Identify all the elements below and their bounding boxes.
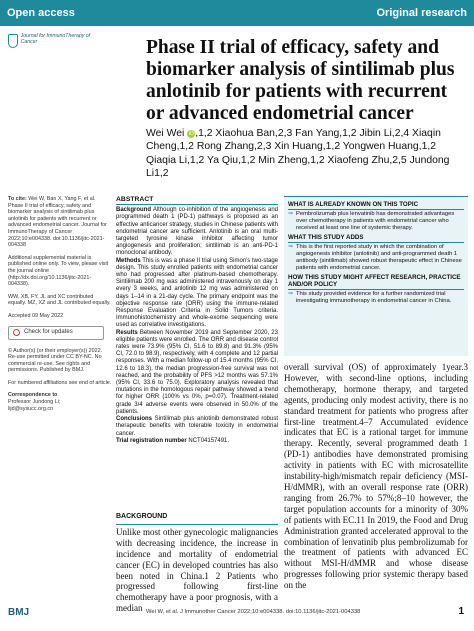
crossmark-icon [13, 329, 20, 336]
body-paragraph: overall survival (OS) of approximately 1year.3 However, with second-line options, including chemotherapy, hormone therapy, and targeted agents, producing only modest activity, there is no standard treatment for patients who progress after first-line treatment.4–7 Accumulated evidence indicates that EC is a rational target for immune therapy. Recently, several programmed death 1 (PD-1) antibodies have demonstrated promising activity in patients with EC with microsatellite instability-high/mismatch repair deficiency (MSI-H/dMMR), with an overall response rate (ORR) ranging from 26.7% to 57%;8–10 however, the target population accounts for a minority of 30% of patients with EC.11 In 2019, the Food and Drug Administration granted accelerated approval to the combination of lenvatinib plus pembrolizumab for the treatment of patients with advanced EC without MSI-H/dMMR and whose disease progresses following prior systemic therapy based on the [284, 362, 468, 591]
known-item: ⇒ Pembrolizumab plus lenvatinib has demonstrated advantages over chemotherapy in patients with endometrial cancer who received at least one line of systemic therapy. [288, 211, 464, 232]
abstract-results [116, 330, 278, 416]
key-messages-box [284, 196, 468, 356]
abstract-methods-text: This is was a phase II trial using Simon's two-stage design. This study enrolled patients with endometrial cancer who had progressed after platinum-based chemotherapy. Sintilimab 200 mg was administered intravenously on day 1 every 3 weeks, and anlotinib 12 mg was administered on days 1–14 in a 21-day cycle. The primary endpoint was the objective response rate (ORR) using the immune-related Response Evaluation Criteria in Solid Tumors criteria. Immunohistochemistry and whole-exome sequencing were used as correlative investigations. [116, 257, 278, 329]
abstract-results-label: Results [116, 329, 138, 336]
correspondence-email[interactable]: lijd@sysucc.org.cn [8, 405, 54, 412]
abstract-methods-label: Methods [116, 257, 141, 264]
impact-item: ⇒ This study provided evidence for a further randomized trial investigating immunotherapy in endometrial cancer in China. [288, 291, 464, 305]
abstract-background-label: Background [116, 207, 152, 214]
background-paragraph: Unlike most other gynecologic malignancies with decreasing incidence, the increase in incidence and mortality of endometrial cancer (EC) in developed countries has also been noted in China.1 2 Patients who progressed following first-line chemotherapy have a poor prognosis, with a median [116, 526, 278, 614]
article-type-label: Original research [376, 7, 467, 19]
known-list [288, 211, 464, 232]
header-bar [0, 0, 474, 26]
impact-heading: HOW THIS STUDY MIGHT AFFECT RESEARCH, PRACTICE AND/OR POLICY [288, 274, 464, 290]
abstract-methods [116, 258, 278, 330]
cite-block [8, 196, 112, 249]
footer-citation: Wei W, et al. J Immunother Cancer 2022;10:e004338. doi:10.1136/jitc-2021-004338 [146, 609, 361, 615]
body-right-column [284, 362, 468, 591]
background-section [116, 512, 278, 614]
trial-registration [116, 438, 278, 445]
accepted-date: Accepted 09 May 2022 [8, 312, 64, 319]
abstract-background-text: Although co-inhibition of the angiogenesis and programmed death 1 (PD-1) pathways is proposed as an effective anticancer strategy, studies in Chinese patients with endometrial cancer are sufficient. Anlotinib is an oral multi-targeted tyrosine kinase inhibitor affecting tumor angiogenesis and proliferation; sintilimab is an anti-PD-1 monoclonal antibody. [116, 207, 278, 257]
cite-label: To cite: [8, 196, 27, 202]
check-for-updates-label: Check for updates [24, 329, 73, 336]
author-list [146, 127, 468, 181]
bmj-logo[interactable]: BMJ [8, 607, 30, 618]
abstract-conclusions-text: Sintilimab plus anlotinib demonstrated robust therapeutic benefits with tolerable toxicity in endometrial cancer. [116, 416, 278, 437]
adds-item: ⇒ This is the first reported study in which the combination of angiogenesis inhibitor (anlotinib) and anti-programmed death 1 antibody (sintilimab) showed robust therapeutic effect in Chinese patients with endometrial cancer. [288, 244, 464, 272]
affiliations-note: For numbered affiliations see end of article. [8, 379, 112, 386]
article-sidebar [8, 196, 112, 418]
correspondence-block [8, 392, 112, 412]
cite-text: Wei W, Ban X, Yang F, et al. Phase II trial of efficacy, safety and biomarker analysis of sintilimab plus anlotinib for patients with recurrent or advanced endometrial cancer. Journal for ImmunoTherapy of Cancer 2022;10:e004338. doi:10.1136/jitc-2021-004338 [8, 196, 107, 249]
known-heading: WHAT IS ALREADY KNOWN ON THIS TOPIC [288, 201, 464, 210]
open-access-label: Open access [7, 7, 75, 19]
article-title: Phase II trial of efficacy, safety and biomarker analysis of sintilimab plus anlotinib for patients with recurrent or advanced endometrial cancer [146, 37, 455, 124]
abstract-background [116, 207, 278, 257]
first-author[interactable]: Wei Wei [146, 128, 185, 139]
correspondence-label: Correspondence to [8, 392, 58, 399]
impact-list [288, 291, 464, 305]
abstract-section [116, 196, 278, 445]
page-number: 1 [458, 606, 464, 617]
page-footer [0, 604, 474, 624]
adds-heading: WHAT THIS STUDY ADDS [288, 234, 464, 243]
trial-registration-number[interactable]: NCT04157491. [188, 437, 230, 444]
abstract-conclusions [116, 416, 278, 438]
abstract-conclusions-label: Conclusions [116, 416, 153, 423]
journal-logo-text: Journal for ImmunoTherapy of Cancer [20, 33, 91, 46]
background-heading: BACKGROUND [116, 512, 278, 525]
abstract-heading: ABSTRACT [116, 196, 278, 205]
trial-registration-label: Trial registration number [116, 437, 187, 444]
contribution-note: WW, XB, FY, JL and XC contributed equally. MZ, XZ and JL contributed equally. [8, 293, 111, 307]
journal-logo[interactable] [8, 33, 104, 48]
correspondence-name: Professor Jundong Li; [8, 399, 61, 406]
supplementary-note: Additional supplemental material is published online only. To view, please visit the journal online (http://dx.doi.org/10.1136/jitc-2021-004338). [8, 254, 109, 288]
author-list-rest: ,1,2 Xiaohua Ban,2,3 Fan Yang,1,2 Jibin Li,2,4 Xiaqin Cheng,1,2 Rong Zhang,2,3 Xin Huang,1,2 Yongwen Huang,1,2 Qiaqia Li,1,2 Ya Qiu,1,2 Min Zheng,1,2 Xiaofeng Zhu,2,5 Jundong Li1,2 [146, 128, 450, 180]
copyright-note: © Author(s) (or their employer(s)) 2022. Re-use permitted under CC BY-NC. No commercial re-use. See rights and permissions. Published by BMJ. [8, 347, 103, 374]
journal-shield-icon [8, 34, 18, 48]
check-for-updates-button[interactable] [8, 326, 104, 340]
adds-list [288, 244, 464, 272]
abstract-results-text: Between November 2019 and September 2020, 23 eligible patients were enrolled. The ORR and disease control rates were 73.9% (95% CI, 51.6 to 89.8) and 91.3% (95% CI, 72.0 to 98.9), respectively, with 4 complete and 12 partial responses. With a median follow-up of 15.4 months (95% CI, 12.6 to 18.3), the median progression-free survival was not reached, and the probability of PFS >12 months was 57.1% (95% CI, 33.6 to 75.0). Exploratory analysis revealed that mutations in the homologous repair pathway showed a trend for higher ORR (100% vs 0%, p=0.07). Treatment-related grade 3/4 adverse events were observed in 50.0% of the patients. [116, 329, 278, 415]
orcid-icon[interactable]: iD [188, 131, 194, 137]
